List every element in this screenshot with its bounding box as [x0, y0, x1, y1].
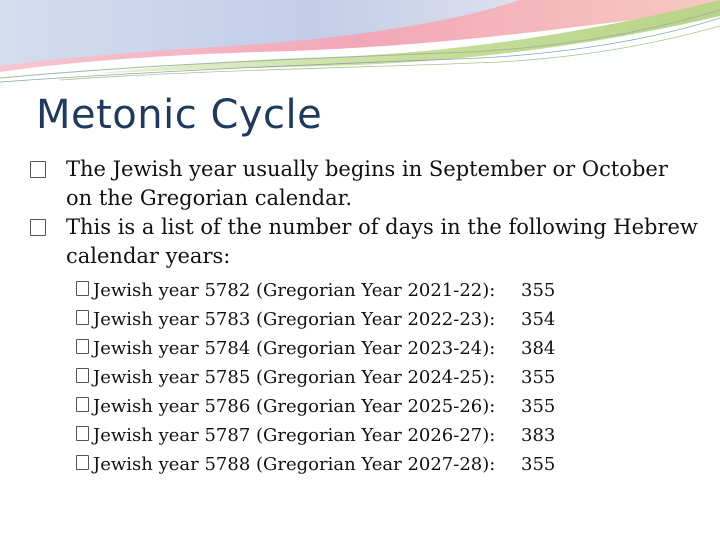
header-wave-decoration [0, 0, 720, 90]
bullet-paragraph [30, 155, 700, 213]
list-item [76, 276, 700, 305]
paragraph-text: The Jewish year usually begins in September or October on the Gregorian calendar. [66, 157, 668, 210]
list-item [76, 421, 700, 450]
list-item [76, 363, 700, 392]
square-bullet-icon [76, 397, 89, 412]
square-bullet-icon [76, 310, 89, 325]
year-label: Jewish year 5788 (Gregorian Year 2027-28): [93, 454, 496, 475]
square-bullet-icon [76, 339, 89, 354]
square-bullet-icon [76, 426, 89, 441]
square-bullet-icon [30, 219, 46, 236]
year-label: Jewish year 5787 (Gregorian Year 2026-27): [93, 425, 496, 446]
square-bullet-icon [76, 455, 89, 470]
year-list [30, 276, 700, 479]
year-label: Jewish year 5783 (Gregorian Year 2022-23): [93, 309, 496, 330]
year-label: Jewish year 5785 (Gregorian Year 2024-25): [93, 367, 496, 388]
list-item [76, 334, 700, 363]
days-value: 355 [521, 454, 556, 475]
days-value: 383 [521, 425, 556, 446]
days-value: 354 [521, 309, 556, 330]
square-bullet-icon [76, 281, 89, 296]
year-label: Jewish year 5782 (Gregorian Year 2021-22): [93, 280, 496, 301]
days-value: 355 [521, 367, 556, 388]
paragraph-text: This is a list of the number of days in the following Hebrew calendar years: [66, 215, 698, 268]
year-label: Jewish year 5786 (Gregorian Year 2025-26): [93, 396, 496, 417]
square-bullet-icon [76, 368, 89, 383]
bullet-paragraph [30, 213, 700, 271]
list-item [76, 392, 700, 421]
days-value: 355 [521, 280, 556, 301]
list-item [76, 450, 700, 479]
year-label: Jewish year 5784 (Gregorian Year 2023-24): [93, 338, 496, 359]
days-value: 355 [521, 396, 556, 417]
list-item [76, 305, 700, 334]
days-value: 384 [521, 338, 556, 359]
slide-title: Metonic Cycle [36, 92, 323, 138]
slide-body [30, 155, 700, 479]
square-bullet-icon [30, 161, 46, 178]
